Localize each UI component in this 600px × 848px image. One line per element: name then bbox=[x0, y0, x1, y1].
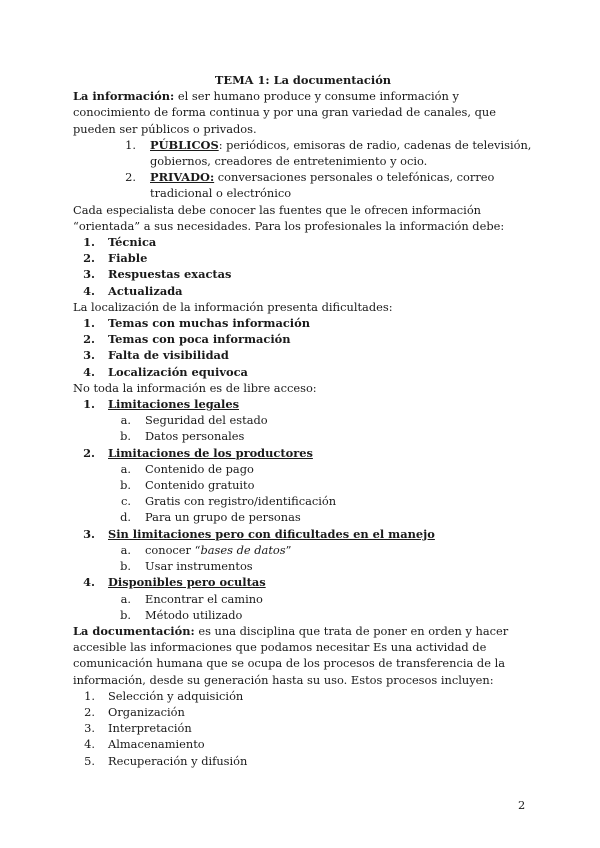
sublist-item bbox=[73, 412, 533, 428]
list-text: Para un grupo de personas bbox=[145, 510, 301, 525]
list-number: 1. bbox=[83, 397, 95, 412]
list-number: 3. bbox=[83, 526, 95, 541]
list-item bbox=[73, 720, 533, 736]
sublist-item bbox=[73, 428, 533, 444]
list-text: Fiable bbox=[108, 251, 148, 266]
list-item bbox=[73, 396, 533, 412]
list-item bbox=[73, 688, 533, 704]
channel-text: conversaciones personales o telefónicas, correo tradicional o electrónico bbox=[150, 170, 495, 201]
list-number: 3. bbox=[84, 721, 95, 736]
text-prefix: conocer “ bbox=[145, 542, 201, 557]
list-item bbox=[73, 169, 533, 201]
list-number: b. bbox=[120, 478, 131, 493]
list-number: 2. bbox=[84, 704, 95, 719]
list-text: Gratis con registro/identificación bbox=[145, 494, 337, 509]
text-suffix: ” bbox=[285, 542, 292, 557]
list-number: d. bbox=[120, 510, 131, 525]
list-number: 5. bbox=[84, 753, 95, 768]
list-number: 3. bbox=[83, 348, 95, 363]
access-paragraph: No toda la información es de libre acceso: bbox=[73, 380, 317, 395]
list-item bbox=[73, 250, 533, 266]
list-number: 2. bbox=[83, 445, 95, 460]
list-text: Respuestas exactas bbox=[108, 267, 232, 282]
channels-list bbox=[73, 137, 533, 202]
list-text: Interpretación bbox=[108, 721, 192, 736]
list-number: c. bbox=[120, 494, 131, 509]
sublist-item bbox=[73, 493, 533, 509]
list-number: b. bbox=[120, 607, 131, 622]
list-number: a. bbox=[120, 542, 131, 557]
difficulties-list bbox=[73, 315, 533, 380]
list-item bbox=[73, 574, 533, 590]
list-text: Recuperación y difusión bbox=[108, 753, 248, 768]
list-number: a. bbox=[120, 591, 131, 606]
difficulties-paragraph: La localización de la información presenta dificultades: bbox=[73, 299, 393, 314]
emphasis-text: bases de datos bbox=[200, 542, 286, 557]
list-number: 2. bbox=[83, 251, 95, 266]
list-text: Contenido de pago bbox=[145, 461, 254, 476]
list-item bbox=[73, 234, 533, 250]
list-item bbox=[73, 704, 533, 720]
list-text: Limitaciones de los productores bbox=[108, 445, 313, 460]
sublist-item bbox=[73, 509, 533, 525]
list-number: a. bbox=[120, 461, 131, 476]
list-text: Contenido gratuito bbox=[145, 478, 255, 493]
page-number: 2 bbox=[518, 798, 526, 812]
list-item bbox=[73, 445, 533, 461]
documentation-term: La documentación: bbox=[73, 623, 195, 638]
list-item bbox=[73, 364, 533, 380]
sublist-item bbox=[73, 591, 533, 607]
list-number: 2. bbox=[125, 170, 136, 185]
list-number: 4. bbox=[83, 283, 95, 298]
list-text: Encontrar el camino bbox=[145, 591, 263, 606]
list-item bbox=[73, 331, 533, 347]
list-item bbox=[73, 736, 533, 752]
list-text: Actualizada bbox=[108, 283, 183, 298]
list-item bbox=[73, 137, 533, 169]
sublist-item bbox=[73, 477, 533, 493]
intro-text: el ser humano produce y consume información y conocimiento de forma continua y por una gran variedad de canales, que pueden ser públicos o privados. bbox=[73, 89, 496, 136]
list-number: 1. bbox=[84, 688, 95, 703]
list-text: Técnica bbox=[108, 235, 157, 250]
list-text bbox=[145, 542, 533, 558]
intro-paragraph bbox=[73, 88, 533, 137]
sublist-item bbox=[73, 607, 533, 623]
list-text: Disponibles pero ocultas bbox=[108, 575, 266, 590]
channel-label: PRIVADO: bbox=[150, 170, 215, 185]
processes-list bbox=[73, 688, 533, 769]
requirements-list bbox=[73, 234, 533, 299]
list-item bbox=[73, 347, 533, 363]
list-text: Selección y adquisición bbox=[108, 688, 244, 703]
channel-label: PÚBLICOS bbox=[150, 137, 219, 152]
list-number: b. bbox=[120, 429, 131, 444]
list-number: 4. bbox=[83, 575, 95, 590]
intro-term: La información: bbox=[73, 89, 175, 104]
list-item bbox=[73, 315, 533, 331]
list-text: Organización bbox=[108, 704, 185, 719]
list-item bbox=[73, 526, 533, 542]
list-item bbox=[73, 266, 533, 282]
list-number: 1. bbox=[83, 316, 95, 331]
list-text: Seguridad del estado bbox=[145, 413, 268, 428]
list-number: 3. bbox=[83, 267, 95, 282]
sublist-item bbox=[73, 542, 533, 558]
limitations-list bbox=[73, 396, 533, 623]
document-body bbox=[73, 72, 533, 769]
list-item bbox=[73, 753, 533, 769]
list-text: Sin limitaciones pero con dificultades en el manejo bbox=[108, 526, 435, 541]
list-text: Almacenamiento bbox=[108, 737, 205, 752]
list-number: 2. bbox=[83, 332, 95, 347]
channel-text: : periódicos, emisoras de radio, cadenas de televisión, gobiernos, creadores de entretenimiento y ocio. bbox=[150, 137, 532, 169]
page-title: TEMA 1: La documentación bbox=[214, 73, 392, 87]
sublist-item bbox=[73, 461, 533, 477]
list-number: a. bbox=[120, 413, 131, 428]
list-number: b. bbox=[120, 559, 131, 574]
list-text: Limitaciones legales bbox=[108, 397, 240, 412]
list-text: Localización equivoca bbox=[108, 364, 248, 379]
documentation-paragraph bbox=[73, 623, 533, 688]
list-text: Temas con muchas información bbox=[108, 316, 310, 331]
documentation-text: es una disciplina que trata de poner en orden y hacer accesible las informaciones que podamos necesitar Es una actividad de comunicación humana que se ocupa de los procesos de transferencia de la información, desde su generación hasta su uso. Estos procesos incluyen: bbox=[73, 623, 509, 687]
list-text: Datos personales bbox=[145, 429, 245, 444]
list-text: Método utilizado bbox=[145, 607, 243, 622]
list-number: 1. bbox=[125, 137, 136, 152]
list-text: Temas con poca información bbox=[108, 332, 291, 347]
specialist-paragraph: Cada especialista debe conocer las fuentes que le ofrecen información “orientada” a sus necesidades. Para los profesionales la información debe: bbox=[73, 202, 505, 233]
list-text: Falta de visibilidad bbox=[108, 348, 229, 363]
sublist-item bbox=[73, 558, 533, 574]
list-number: 4. bbox=[84, 737, 95, 752]
list-text: Usar instrumentos bbox=[145, 559, 253, 574]
list-number: 4. bbox=[83, 364, 95, 379]
list-number: 1. bbox=[83, 235, 95, 250]
list-item bbox=[73, 283, 533, 299]
